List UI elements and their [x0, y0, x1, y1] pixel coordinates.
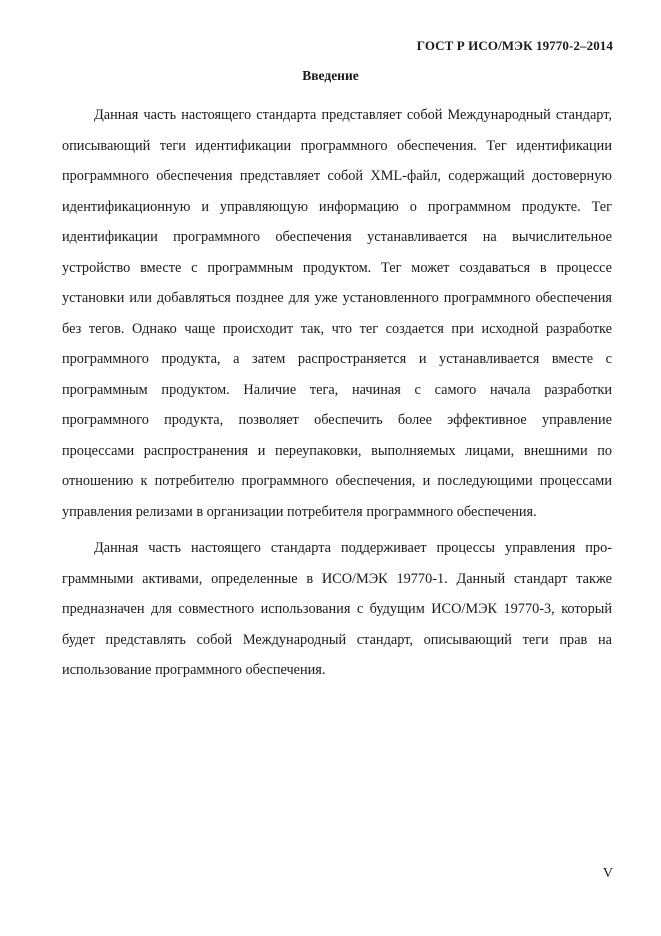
paragraph-2: Данная часть настоящего стандарта поддерживает процессы управления программными активами, определенные в ИСО/МЭК 19770-1. Данный стандарт также предназначен для совместного использования с будущим ИСО/МЭК 19770-3, который будет представлять собой Международный стандарт, описывающий теги прав на использование программного обеспечения. — [62, 540, 612, 678]
standard-header: ГОСТ Р ИСО/МЭК 19770-2–2014 — [416, 38, 613, 53]
section-body — [62, 100, 612, 686]
paragraph-1: Данная часть настоящего стандарта представляет собой Международный стандарт, описывающий теги идентификации программного обеспечения. Тег идентификации программного обеспечения представляет собой XML-файл, содержащий достоверную идентификационную и управляющую информацию о программном продукте. Тег идентификации программного обеспечения устанавливается на вычислительное устройство вместе с программным продуктом. Тег может создаваться в процессе установки или добавляться позднее для уже установленного программного обеспечения без тегов. Однако чаще происходит так, что тег создается при исходной разработке программного продукта, а затем распространяется и устанавливается вместе с программным продуктом. Наличие тега, начиная с самого начала разработки программного продукта, позволяет обеспечить более эффективное управление процессами распространения и переупаковки, выполняемых лицами, внешними по отношению к потребителю программного обеспечения, и последующими процессами управления релизами в организации потребителя программного обеспечения. — [62, 107, 612, 520]
page-number: V — [602, 866, 613, 881]
section-title: Введение — [302, 68, 359, 83]
